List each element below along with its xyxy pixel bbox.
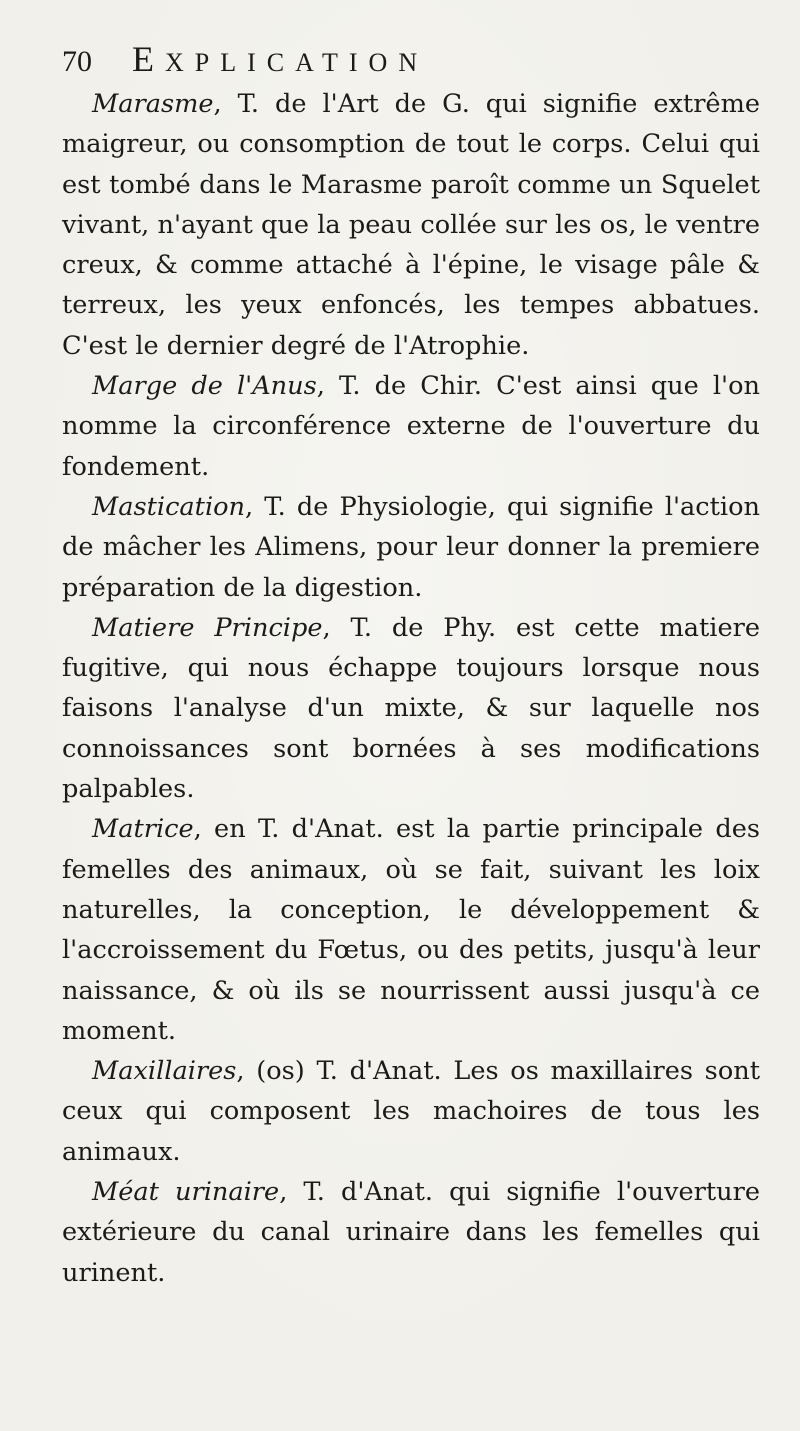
glossary-entry-matiere-principe (62, 608, 760, 809)
entry-term: Maxillaires (92, 1056, 237, 1087)
running-head (62, 38, 760, 80)
glossary-entry-marasme (62, 84, 760, 366)
page-number: 70 (62, 45, 92, 78)
entry-definition: , T. de l'Art de G. qui signifie extrême maigreur, ou consomption de tout le corps. Celui qui est tombé dans le Marasme paroît comme un Squelet vivant, n'ayant que la peau collée sur les os, le ventre creux, & comme attaché à l'épine, le visage pâle & terreux, les yeux enfoncés, les tempes abbatues. C'est le dernier degré de l'Atrophie. (62, 89, 760, 361)
entry-term: Mastication (92, 491, 246, 522)
glossary-entry-meat-urinaire (62, 1172, 760, 1293)
entry-term: Matiere Principe (92, 612, 323, 643)
entry-term: Méat urinaire (92, 1177, 280, 1208)
entry-definition: , T. d'Anat. qui signifie l'ouverture extérieure du canal urinaire dans les femelles qui urinent. (62, 1177, 760, 1288)
entry-definition: , T. de Phy. est cette matiere fugitive, qui nous échappe toujours lorsque nous faisons l'analyse d'un mixte, & sur laquelle nos connoissances sont bornées à ses modifications palpables. (62, 612, 761, 805)
entry-term: Matrice (92, 814, 194, 845)
entry-term: Marasme (92, 89, 214, 119)
running-head-title: EXPLICATION (132, 39, 429, 79)
glossary-entry-maxillaires (62, 1051, 760, 1172)
glossary-text (62, 84, 760, 1293)
entry-definition: , T. de Chir. C'est ainsi que l'on nomme la circonférence externe de l'ouverture du fondement. (62, 371, 760, 482)
entry-definition: , en T. d'Anat. est la partie principale des femelles des animaux, où se fait, suivant les loix naturelles, la conception, le développement & l'accroissement du Fœtus, ou des petits, jusqu'à leur naissance, & où ils se nourrissent aussi jusqu'à ce moment. (62, 814, 760, 1046)
glossary-entry-mastication (62, 487, 760, 608)
glossary-entry-marge-de-l-anus (62, 366, 760, 487)
entry-definition: , T. de Physiologie, qui signifie l'action de mâcher les Alimens, pour leur donner la premiere préparation de la digestion. (62, 491, 760, 603)
entry-definition: , (os) T. d'Anat. Les os maxillaires sont ceux qui composent les machoires de tous les animaux. (62, 1056, 760, 1167)
glossary-entry-matrice (62, 809, 760, 1051)
entry-term: Marge de l'Anus (92, 371, 317, 402)
